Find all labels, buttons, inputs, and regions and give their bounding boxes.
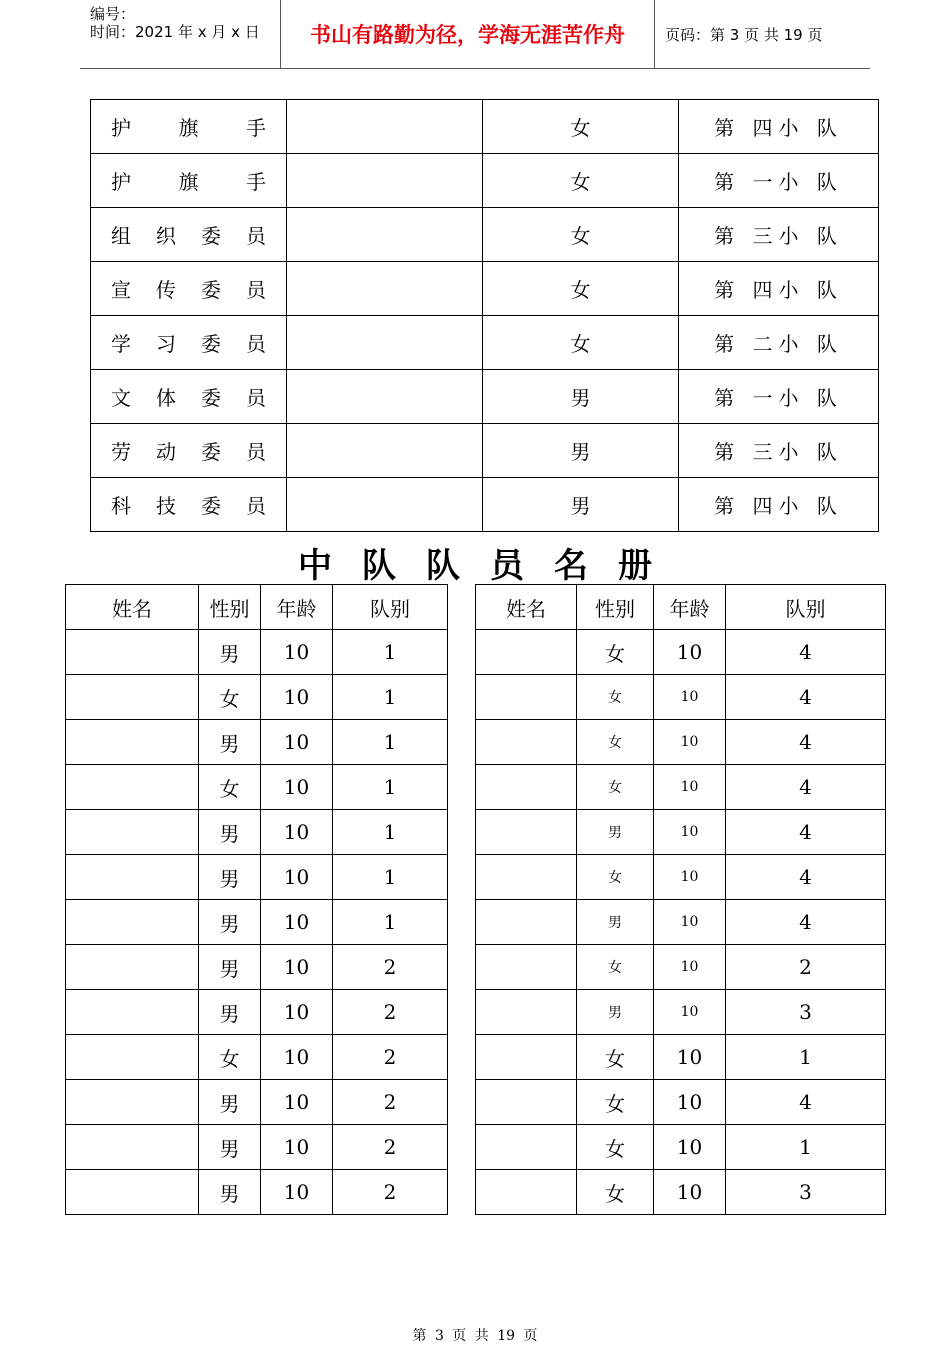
role-row bbox=[91, 478, 879, 532]
roster-age-cell: 10 bbox=[261, 765, 333, 810]
roster-team-cell: 4 bbox=[726, 855, 886, 900]
roster-team-cell: 2 bbox=[333, 1170, 448, 1215]
team-cell: 第 四小 队 bbox=[679, 478, 879, 532]
roster-name-cell bbox=[66, 1080, 199, 1125]
name-cell bbox=[287, 262, 483, 316]
column-gap bbox=[448, 1170, 476, 1215]
roster-name-cell bbox=[66, 720, 199, 765]
role-cell bbox=[91, 424, 287, 478]
role-cell bbox=[91, 154, 287, 208]
team-cell: 第 三小 队 bbox=[679, 208, 879, 262]
roster-age-cell: 10 bbox=[654, 945, 726, 990]
col-header-name: 姓名 bbox=[476, 585, 577, 630]
col-header-gender: 性别 bbox=[577, 585, 654, 630]
role-char: 手 bbox=[246, 116, 266, 140]
roster-age-cell: 10 bbox=[261, 720, 333, 765]
role-char: 文 bbox=[111, 386, 131, 410]
roster-team-cell: 3 bbox=[726, 1170, 886, 1215]
roster-age-cell: 10 bbox=[261, 630, 333, 675]
roster-age-cell: 10 bbox=[654, 630, 726, 675]
roster-gender-cell: 女 bbox=[199, 765, 261, 810]
column-gap bbox=[448, 675, 476, 720]
roster-gender-cell: 女 bbox=[577, 765, 654, 810]
header-page-label: 页码：第 3 页 共 19 页 bbox=[665, 25, 823, 44]
roster-name-cell bbox=[66, 945, 199, 990]
page-footer: 第 3 页 共 19 页 bbox=[412, 1328, 538, 1344]
roster-age-cell: 10 bbox=[654, 1080, 726, 1125]
role-char: 护 bbox=[111, 116, 131, 140]
roster-team-cell: 4 bbox=[726, 1080, 886, 1125]
role-char: 委 bbox=[201, 494, 221, 518]
role-title bbox=[111, 436, 266, 465]
roster-gender-cell: 男 bbox=[199, 720, 261, 765]
roster-gender-cell: 男 bbox=[199, 855, 261, 900]
roster-row bbox=[66, 1035, 886, 1080]
roster-team-cell: 1 bbox=[333, 900, 448, 945]
role-cell bbox=[91, 262, 287, 316]
roster-team-cell: 1 bbox=[726, 1125, 886, 1170]
header-meta-cell bbox=[80, 0, 281, 68]
col-header-gender: 性别 bbox=[199, 585, 261, 630]
roster-team-cell: 1 bbox=[333, 630, 448, 675]
roster-row bbox=[66, 1125, 886, 1170]
roster-team-cell: 2 bbox=[333, 990, 448, 1035]
roster-name-cell bbox=[66, 810, 199, 855]
roster-gender-cell: 女 bbox=[199, 1035, 261, 1080]
roster-name-cell bbox=[476, 630, 577, 675]
roster-row bbox=[66, 810, 886, 855]
col-header-team: 队别 bbox=[333, 585, 448, 630]
roster-name-cell bbox=[476, 1170, 577, 1215]
gender-cell: 女 bbox=[483, 262, 679, 316]
roster-header-row bbox=[66, 585, 886, 630]
roster-age-cell: 10 bbox=[261, 1170, 333, 1215]
role-title bbox=[111, 274, 266, 303]
role-char: 员 bbox=[246, 386, 266, 410]
header-page-cell bbox=[655, 0, 870, 68]
roster-gender-cell: 女 bbox=[577, 1080, 654, 1125]
column-gap bbox=[448, 720, 476, 765]
roles-table bbox=[90, 99, 879, 532]
roster-age-cell: 10 bbox=[654, 855, 726, 900]
roster-team-cell: 1 bbox=[333, 765, 448, 810]
role-row bbox=[91, 370, 879, 424]
roster-name-cell bbox=[66, 900, 199, 945]
name-cell bbox=[287, 370, 483, 424]
role-char: 动 bbox=[156, 440, 176, 464]
team-cell: 第 一小 队 bbox=[679, 370, 879, 424]
role-cell bbox=[91, 316, 287, 370]
role-char: 体 bbox=[156, 386, 176, 410]
role-title bbox=[111, 166, 266, 195]
roster-age-cell: 10 bbox=[654, 810, 726, 855]
role-title bbox=[111, 328, 266, 357]
roster-gender-cell: 女 bbox=[577, 1170, 654, 1215]
col-header-name: 姓名 bbox=[66, 585, 199, 630]
roster-name-cell bbox=[476, 765, 577, 810]
roster-team-cell: 4 bbox=[726, 630, 886, 675]
role-char: 织 bbox=[156, 224, 176, 248]
roster-team-cell: 1 bbox=[333, 855, 448, 900]
roster-row bbox=[66, 675, 886, 720]
roster-age-cell: 10 bbox=[261, 1035, 333, 1080]
roster-age-cell: 10 bbox=[261, 1080, 333, 1125]
role-cell bbox=[91, 100, 287, 154]
roster-team-cell: 4 bbox=[726, 900, 886, 945]
roster-row bbox=[66, 900, 886, 945]
role-char: 学 bbox=[111, 332, 131, 356]
role-row bbox=[91, 424, 879, 478]
role-cell bbox=[91, 208, 287, 262]
roster-age-cell: 10 bbox=[654, 1035, 726, 1080]
roster-team-cell: 1 bbox=[726, 1035, 886, 1080]
role-cell bbox=[91, 478, 287, 532]
roster-team-cell: 2 bbox=[333, 1035, 448, 1080]
roster-gender-cell: 男 bbox=[577, 990, 654, 1035]
role-title bbox=[111, 220, 266, 249]
motto-text: 书山有路勤为径，学海无涯苦作舟 bbox=[310, 23, 625, 47]
serial-label: 编号： bbox=[90, 5, 136, 23]
column-gap bbox=[448, 810, 476, 855]
roster-age-cell: 10 bbox=[261, 900, 333, 945]
roster-name-cell bbox=[66, 1035, 199, 1080]
roster-row bbox=[66, 1170, 886, 1215]
roster-row bbox=[66, 720, 886, 765]
team-cell: 第 一小 队 bbox=[679, 154, 879, 208]
name-cell bbox=[287, 100, 483, 154]
role-row bbox=[91, 154, 879, 208]
roster-gender-cell: 男 bbox=[577, 810, 654, 855]
roster-team-cell: 4 bbox=[726, 810, 886, 855]
role-char: 委 bbox=[201, 332, 221, 356]
roster-row bbox=[66, 630, 886, 675]
team-cell: 第 二小 队 bbox=[679, 316, 879, 370]
roster-age-cell: 10 bbox=[261, 855, 333, 900]
role-char: 员 bbox=[246, 440, 266, 464]
role-char: 习 bbox=[156, 332, 176, 356]
role-char: 旗 bbox=[178, 170, 199, 194]
role-title bbox=[111, 490, 266, 519]
roster-name-cell bbox=[476, 1125, 577, 1170]
roster-gender-cell: 女 bbox=[577, 675, 654, 720]
roster-team-cell: 2 bbox=[333, 1080, 448, 1125]
roster-team-cell: 4 bbox=[726, 675, 886, 720]
roster-name-cell bbox=[476, 810, 577, 855]
roster-name-cell bbox=[476, 675, 577, 720]
role-char: 员 bbox=[246, 332, 266, 356]
team-cell: 第 四小 队 bbox=[679, 100, 879, 154]
roster-name-cell bbox=[476, 990, 577, 1035]
roster-age-cell: 10 bbox=[654, 1170, 726, 1215]
roster-team-cell: 4 bbox=[726, 765, 886, 810]
roster-age-cell: 10 bbox=[261, 1125, 333, 1170]
roster-name-cell bbox=[476, 720, 577, 765]
role-char: 员 bbox=[246, 494, 266, 518]
role-char: 员 bbox=[246, 224, 266, 248]
role-char: 委 bbox=[201, 440, 221, 464]
roster-age-cell: 10 bbox=[261, 945, 333, 990]
roster-row bbox=[66, 765, 886, 810]
role-char: 宣 bbox=[111, 278, 131, 302]
col-header-team: 队别 bbox=[726, 585, 886, 630]
roster-row bbox=[66, 855, 886, 900]
roster-age-cell: 10 bbox=[261, 810, 333, 855]
roster-gender-cell: 男 bbox=[199, 630, 261, 675]
column-gap bbox=[448, 900, 476, 945]
role-char: 委 bbox=[201, 278, 221, 302]
column-gap bbox=[448, 1035, 476, 1080]
roster-row bbox=[66, 945, 886, 990]
role-char: 科 bbox=[111, 494, 131, 518]
role-char: 委 bbox=[201, 224, 221, 248]
roster-gender-cell: 女 bbox=[577, 855, 654, 900]
roster-gender-cell: 女 bbox=[199, 675, 261, 720]
roster-age-cell: 10 bbox=[261, 675, 333, 720]
col-header-age: 年龄 bbox=[261, 585, 333, 630]
page-header bbox=[80, 0, 870, 69]
gender-cell: 女 bbox=[483, 316, 679, 370]
role-char: 手 bbox=[246, 170, 266, 194]
name-cell bbox=[287, 316, 483, 370]
roster-team-cell: 2 bbox=[333, 1125, 448, 1170]
role-title bbox=[111, 112, 266, 141]
roster-gender-cell: 男 bbox=[577, 900, 654, 945]
roster-team-cell: 4 bbox=[726, 720, 886, 765]
roster-name-cell bbox=[66, 675, 199, 720]
roster-row bbox=[66, 990, 886, 1035]
roster-age-cell: 10 bbox=[654, 1125, 726, 1170]
roster-name-cell bbox=[476, 1080, 577, 1125]
role-char: 旗 bbox=[178, 116, 199, 140]
role-cell bbox=[91, 370, 287, 424]
role-char: 劳 bbox=[111, 440, 131, 464]
roster-name-cell bbox=[476, 1035, 577, 1080]
roster-team-cell: 2 bbox=[333, 945, 448, 990]
column-gap bbox=[448, 765, 476, 810]
roster-team-cell: 1 bbox=[333, 675, 448, 720]
name-cell bbox=[287, 424, 483, 478]
roster-gender-cell: 男 bbox=[199, 900, 261, 945]
role-char: 组 bbox=[111, 224, 131, 248]
gender-cell: 女 bbox=[483, 100, 679, 154]
col-header-age: 年龄 bbox=[654, 585, 726, 630]
roster-gender-cell: 男 bbox=[199, 1125, 261, 1170]
role-char: 传 bbox=[156, 278, 176, 302]
column-gap bbox=[448, 945, 476, 990]
role-char: 委 bbox=[201, 386, 221, 410]
roster-gender-cell: 女 bbox=[577, 630, 654, 675]
roster-row bbox=[66, 1080, 886, 1125]
roster-team-cell: 3 bbox=[726, 990, 886, 1035]
roster-team-cell: 1 bbox=[333, 720, 448, 765]
role-title bbox=[111, 382, 266, 411]
roster-name-cell bbox=[66, 630, 199, 675]
roster-name-cell bbox=[476, 900, 577, 945]
team-cell: 第 三小 队 bbox=[679, 424, 879, 478]
roster-gender-cell: 男 bbox=[199, 1170, 261, 1215]
gender-cell: 女 bbox=[483, 208, 679, 262]
roster-team-cell: 1 bbox=[333, 810, 448, 855]
roster-name-cell bbox=[476, 945, 577, 990]
gender-cell: 女 bbox=[483, 154, 679, 208]
role-char: 护 bbox=[111, 170, 131, 194]
time-label: 时间：2021 年 x 月 x 日 bbox=[90, 23, 260, 41]
roster-table bbox=[65, 584, 886, 1215]
column-gap bbox=[448, 855, 476, 900]
role-row bbox=[91, 316, 879, 370]
roster-name-cell bbox=[66, 765, 199, 810]
roster-age-cell: 10 bbox=[654, 900, 726, 945]
gender-cell: 男 bbox=[483, 424, 679, 478]
roster-gender-cell: 男 bbox=[199, 945, 261, 990]
roster-name-cell bbox=[66, 855, 199, 900]
roster-age-cell: 10 bbox=[654, 675, 726, 720]
role-row bbox=[91, 262, 879, 316]
roster-age-cell: 10 bbox=[654, 990, 726, 1035]
team-cell: 第 四小 队 bbox=[679, 262, 879, 316]
role-char: 员 bbox=[246, 278, 266, 302]
roles-table-body bbox=[91, 100, 879, 532]
name-cell bbox=[287, 208, 483, 262]
roster-age-cell: 10 bbox=[654, 765, 726, 810]
roster-gender-cell: 女 bbox=[577, 720, 654, 765]
roster-gender-cell: 男 bbox=[199, 1080, 261, 1125]
role-row bbox=[91, 208, 879, 262]
column-gap bbox=[448, 630, 476, 675]
roster-gender-cell: 男 bbox=[199, 810, 261, 855]
roster-gender-cell: 男 bbox=[199, 990, 261, 1035]
name-cell bbox=[287, 478, 483, 532]
roster-age-cell: 10 bbox=[654, 720, 726, 765]
gender-cell: 男 bbox=[483, 370, 679, 424]
roster-gender-cell: 女 bbox=[577, 945, 654, 990]
role-row bbox=[91, 100, 879, 154]
roster-name-cell bbox=[476, 855, 577, 900]
roster-gender-cell: 女 bbox=[577, 1125, 654, 1170]
column-gap bbox=[448, 1125, 476, 1170]
column-gap bbox=[448, 990, 476, 1035]
roster-name-cell bbox=[66, 1170, 199, 1215]
roster-title: 中队队员名册 bbox=[298, 546, 682, 586]
header-motto-cell bbox=[281, 0, 655, 68]
column-gap bbox=[448, 585, 476, 630]
role-char: 技 bbox=[156, 494, 176, 518]
roster-name-cell bbox=[66, 990, 199, 1035]
name-cell bbox=[287, 154, 483, 208]
column-gap bbox=[448, 1080, 476, 1125]
roster-age-cell: 10 bbox=[261, 990, 333, 1035]
roster-gender-cell: 女 bbox=[577, 1035, 654, 1080]
gender-cell: 男 bbox=[483, 478, 679, 532]
roster-team-cell: 2 bbox=[726, 945, 886, 990]
roster-table-body bbox=[66, 630, 886, 1215]
roster-name-cell bbox=[66, 1125, 199, 1170]
